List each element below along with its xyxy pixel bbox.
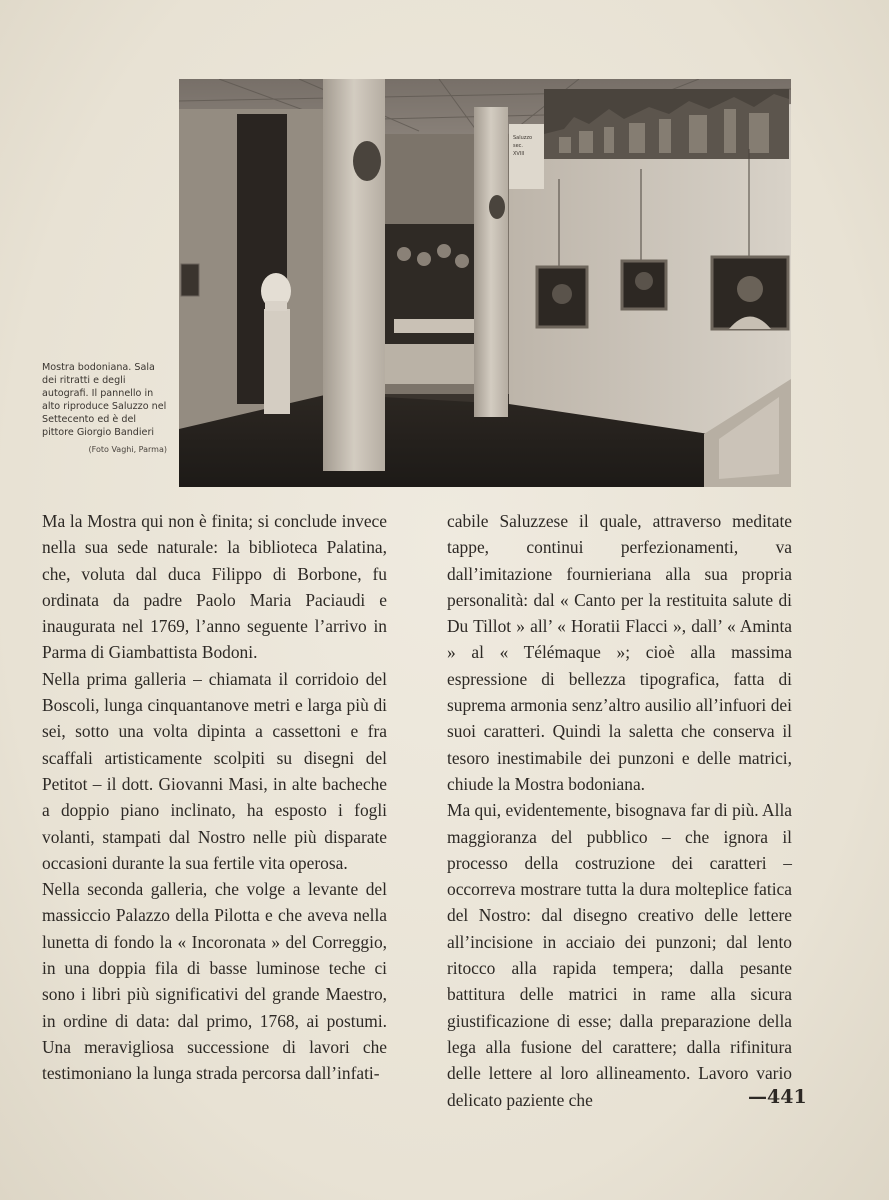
paragraph: Ma qui, evidentemente, bisognava far di più. Alla maggioranza del pubblico – che ignora il processo della costruzione dei caratteri – occorreva mostrare tutta la dura molteplice fatica del Nostro: dal disegno creativo delle lettere all’incisione in acciaio dei punzoni; dal lento ritocco alla rapida tempera; dalla pesante battitura delle matrici in rame alla sicura giustificazione di esse; dalla preparazione della lega alla fusione del carattere; dalla rifinitura delle lettere al loro allineamento. Lavoro vario delicato paziente che — [447, 800, 792, 1110]
caption-text: Mostra bodoniana. Sala dei ritratti e degli autografi. Il pannello in alto riproduce Saluzzo nel Settecento ed è del pittore Giorgio Bandieri — [42, 362, 167, 438]
right-text-column — [447, 508, 792, 1113]
svg-text:sec.: sec. — [513, 143, 524, 149]
left-text-column — [42, 508, 387, 1087]
paragraph: Nella seconda galleria, che volge a levante del massiccio Palazzo della Pilotta e che aveva nella lunetta di fondo la « Incoronata » del Correggio, in una doppia fila di basse luminose teche ci sono i libri più significativi del grande Maestro, in ordine di data: dal primo, 1768, ai postumi. Una meravigliosa successione di lavori che testimoniano la lunga strada percorsa dall’infati- — [42, 879, 387, 1084]
page-number: —441 — [748, 1086, 807, 1108]
exhibition-room-illustration — [179, 79, 791, 487]
photo-credit: (Foto Vaghi, Parma) — [88, 445, 167, 454]
svg-text:Saluzzo: Saluzzo — [513, 135, 533, 141]
paragraph: cabile Saluzzese il quale, attraverso meditate tappe, continui perfezionamenti, va dall’imitazione fournieriana alla sua propria personalità: dal « Canto per la restituita salute di Du Tillot » all’ « Horatii Flacci », dall’ « Aminta » al « Télémaque »; cioè alla massima espressione di bellezza tipografica, fatta di suprema armonia senz’altro ausilio all’infuori dei suoi caratteri. Quindi la saletta che conserva il tesoro inestimabile dei punzoni e delle matrici, chiude la Mostra bodoniana. — [447, 511, 792, 794]
exhibition-photo — [179, 79, 791, 487]
photo-caption — [42, 361, 167, 456]
paragraph: Ma la Mostra qui non è finita; si conclude invece nella sua sede naturale: la biblioteca Palatina, che, voluta dal duca Filippo di Borbone, fu ordinata da padre Paolo Maria Paciaudi e inaugurata nel 1769, l’anno seguente l’arrivo in Parma di Giambattista Bodoni. — [42, 511, 387, 663]
svg-text:XVIII: XVIII — [513, 151, 525, 157]
paragraph: Nella prima galleria – chiamata il corridoio del Boscoli, lunga cinquantanove metri e larga più di sei, sotto una volta dipinta a cassettoni e fra scaffali artisticamente scolpiti su disegni del Petitot – il dott. Giovanni Masi, in alte bacheche a doppio piano inclinato, ha esposto i fogli volanti, stampati dal Nostro nelle più disparate occasioni durante la sua fertile vita operosa. — [42, 668, 387, 873]
